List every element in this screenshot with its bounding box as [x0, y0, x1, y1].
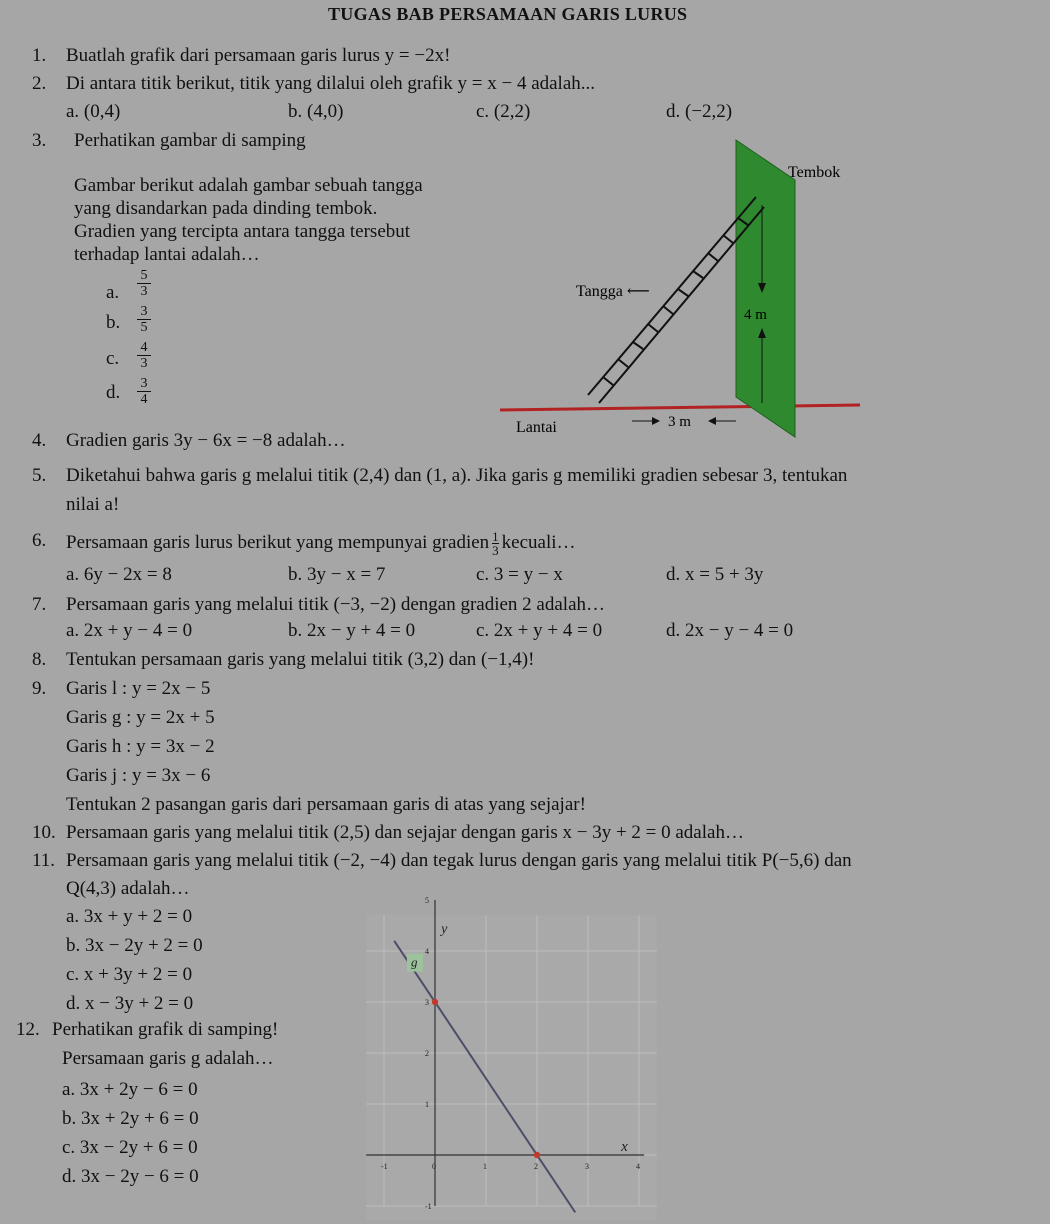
x-tick-label: 0: [432, 1162, 436, 1171]
question-3-text: Perhatikan gambar di samping: [74, 130, 306, 151]
question-12-text-2: Persamaan garis g adalah…: [62, 1048, 274, 1069]
q7-option-b: b. 2x − y + 4 = 0: [288, 620, 416, 641]
q3-option-b: b.: [106, 312, 121, 333]
question-4: 4.: [32, 430, 47, 451]
q11-option-d: d. x − 3y + 2 = 0: [66, 993, 194, 1014]
question-8: 8.: [32, 649, 47, 670]
q6-fraction: $\frac{1}{3}$: [492, 529, 499, 558]
height-label: 4 m: [744, 307, 767, 323]
floor-line: [500, 405, 860, 410]
q6-text-post: kecuali…: [501, 531, 576, 553]
x-tick-label: 2: [534, 1162, 538, 1171]
question-11: 11.: [32, 850, 56, 871]
question-2: 2.: [32, 73, 47, 94]
question-8-text: Tentukan persamaan garis yang melalui titik (3,2) dan (−1,4)!: [66, 649, 535, 670]
q9-line-j: Garis j : y = 3x − 6: [66, 765, 211, 786]
ladder-wall-figure: [500, 135, 870, 445]
q3-desc-1: Gambar berikut adalah gambar sebuah tangga: [74, 175, 423, 196]
question-11-text-2: Q(4,3) adalah…: [66, 878, 190, 899]
question-12: 12.: [16, 1019, 40, 1040]
q3-desc-4: terhadap lantai adalah…: [74, 244, 260, 265]
q3-desc-2: yang disandarkan pada dinding tembok.: [74, 198, 378, 219]
page-title: TUGAS BAB PERSAMAAN GARIS LURUS: [328, 4, 688, 24]
question-11-text: Persamaan garis yang melalui titik (−2, −4) dan tegak lurus dengan garis yang melalui titik P(−5,6) dan: [66, 850, 852, 871]
series-label-g: g: [410, 954, 418, 970]
q2-option-d: d. (−2,2): [666, 101, 733, 122]
x-tick-label: 1: [483, 1162, 487, 1171]
question-6-text: [66, 530, 576, 557]
q11-option-c: c. x + 3y + 2 = 0: [66, 964, 193, 985]
x-tick-label: -1: [381, 1162, 388, 1171]
q11-option-b: b. 3x − 2y + 2 = 0: [66, 935, 203, 956]
q3-desc-3: Gradien yang tercipta antara tangga tersebut: [74, 221, 411, 242]
question-6: 6.: [32, 530, 47, 551]
q11-option-a: a. 3x + y + 2 = 0: [66, 906, 193, 927]
y-tick-label: 1: [425, 1100, 429, 1109]
y-tick-label: 5: [425, 896, 429, 905]
ladder-label: Tangga ⟵: [576, 283, 650, 300]
q9-line-l: Garis l : y = 2x − 5: [66, 678, 211, 699]
question-5: 5.: [32, 465, 47, 486]
x-tick-label: 3: [585, 1162, 589, 1171]
q6-option-b: b. 3y − x = 7: [288, 564, 386, 585]
q2-option-a: a. (0,4): [66, 101, 121, 122]
q9-task: Tentukan 2 pasangan garis dari persamaan garis di atas yang sejajar!: [66, 794, 586, 815]
q2-option-b: b. (4,0): [288, 101, 344, 122]
question-1: 1.: [32, 45, 47, 66]
x-axis-label: x: [621, 1139, 628, 1155]
q3-option-b-fraction: $\frac{3}{5}$: [137, 304, 151, 335]
line-chart: [300, 895, 660, 1220]
q3-option-a-fraction: $\frac{5}{3}$: [137, 268, 151, 299]
question-2-text: Di antara titik berikut, titik yang dilalui oleh grafik y = x − 4 adalah...: [66, 73, 596, 94]
question-10-text: Persamaan garis yang melalui titik (2,5) dan sejajar dengan garis x − 3y + 2 = 0 adalah…: [66, 822, 744, 843]
q2-option-c: c. (2,2): [476, 101, 531, 122]
q9-line-h: Garis h : y = 3x − 2: [66, 736, 215, 757]
y-tick-label: 2: [425, 1049, 429, 1058]
y-tick-label: 4: [425, 947, 429, 956]
q3-option-c: c.: [106, 348, 120, 369]
wall-shape: [736, 140, 795, 437]
question-1-text: Buatlah grafik dari persamaan garis lurus y = −2x!: [66, 45, 451, 66]
question-10: 10.: [32, 822, 56, 843]
question-7-text: Persamaan garis yang melalui titik (−3, −2) dengan gradien 2 adalah…: [66, 594, 606, 615]
question-5-text: Diketahui bahwa garis g melalui titik (2,4) dan (1, a). Jika garis g memiliki gradien sebesar 3, tentukan: [66, 465, 848, 486]
question-4-text: Gradien garis 3y − 6x = −8 adalah…: [66, 430, 346, 451]
q12-option-c: c. 3x − 2y + 6 = 0: [62, 1137, 198, 1158]
q3-option-c-fraction: $\frac{4}{3}$: [137, 340, 151, 371]
q12-option-b: b. 3x + 2y + 6 = 0: [62, 1108, 199, 1129]
q9-line-g: Garis g : y = 2x + 5: [66, 707, 215, 728]
floor-label: Lantai: [516, 419, 557, 436]
q7-option-c: c. 2x + y + 4 = 0: [476, 620, 603, 641]
question-5-text-2: nilai a!: [66, 494, 120, 515]
q3-option-a: a.: [106, 282, 120, 303]
q6-text-pre: Persamaan garis lurus berikut yang mempunyai gradien: [66, 531, 490, 553]
wall-label: Tembok: [788, 164, 841, 181]
q6-option-d: d. x = 5 + 3y: [666, 564, 764, 585]
y-tick-label: -1: [425, 1202, 432, 1211]
question-9: 9.: [32, 678, 47, 699]
data-point: [432, 999, 438, 1005]
q7-option-d: d. 2x − y − 4 = 0: [666, 620, 794, 641]
q12-option-a: a. 3x + 2y − 6 = 0: [62, 1079, 198, 1100]
question-12-text: Perhatikan grafik di samping!: [52, 1019, 279, 1040]
q6-option-c: c. 3 = y − x: [476, 564, 563, 585]
data-point: [534, 1152, 540, 1158]
width-label: 3 m: [668, 414, 691, 430]
x-tick-label: 4: [636, 1162, 640, 1171]
y-tick-label: 3: [425, 998, 429, 1007]
q3-option-d: d.: [106, 382, 121, 403]
y-axis-label: y: [441, 922, 448, 938]
q6-option-a: a. 6y − 2x = 8: [66, 564, 172, 585]
q12-option-d: d. 3x − 2y − 6 = 0: [62, 1166, 199, 1187]
question-7: 7.: [32, 594, 47, 615]
q7-option-a: a. 2x + y − 4 = 0: [66, 620, 193, 641]
question-3: 3.: [32, 130, 47, 151]
q3-option-d-fraction: $\frac{3}{4}$: [137, 376, 151, 407]
